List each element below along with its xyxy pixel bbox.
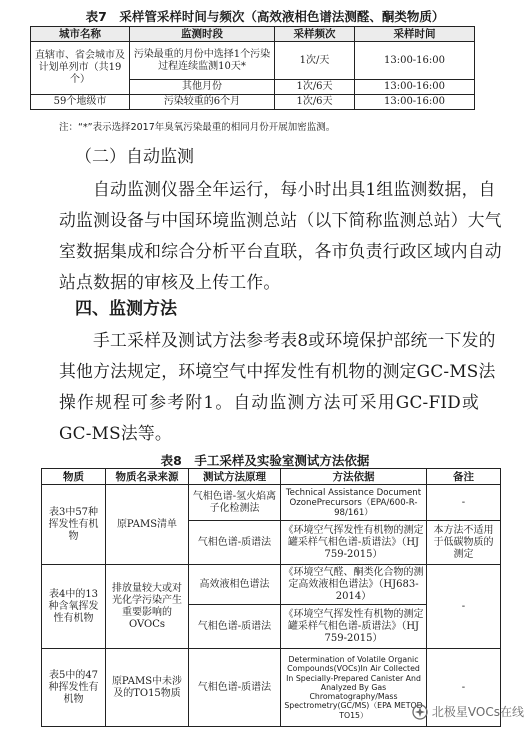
- table8-header-substance: 物质: [42, 469, 106, 485]
- table-row: [31, 42, 475, 80]
- table8-cell-principle: 气相色谱-氢火焰离子化检测法: [189, 485, 281, 521]
- table7-cell-time: 13:00-16:00: [355, 95, 475, 110]
- watermark-text: 北极星VOCs在线: [431, 705, 524, 719]
- table8-cell-substance: 表5中的47种挥发性有机物: [42, 649, 106, 727]
- table8-cell-basis: Determination of Volatile Organic Compounds(VOCs)In Air Collected In Specially-Prepared Canister And Analyzed By Gas Chromatography/Mass Spectrometry(GC/MS)（EPA METOD TO15）: [281, 649, 427, 727]
- table7-cell-period: 污染较重的6个月: [130, 95, 275, 110]
- table7: [30, 26, 475, 110]
- table8-cell-remark: -: [427, 565, 501, 649]
- table8: [41, 468, 501, 727]
- table7-cell-time: 13:00-16:00: [355, 42, 475, 80]
- paragraph-line: 操作规程可参考附1。自动监测方法可采用GC-FID或: [59, 392, 479, 412]
- table7-cell-freq: 1次/天: [275, 42, 355, 80]
- table7-cell-freq: 1次/6天: [275, 95, 355, 110]
- table8-header-source: 物质名录来源: [106, 469, 189, 485]
- table7-header-city: 城市名称: [31, 27, 130, 42]
- table8-cell-basis: Technical Assistance Document OzonePrecursors（EPA/600-R-98/161）: [281, 485, 427, 521]
- table8-cell-basis: 《环境空气醛、酮类化合物的测定高效液相色谱法》（HJ683-2014）: [281, 565, 427, 605]
- section-heading-methods: 四、监测方法: [75, 299, 177, 319]
- table8-cell-remark: 本方法不适用于低碳物质的测定: [427, 521, 501, 565]
- table7-cell-period: 污染最重的月份中选择1个污染过程连续监测10天*: [130, 42, 275, 80]
- table8-cell-basis: 《环境空气挥发性有机物的测定罐采样气相色谱-质谱法》（HJ 759-2015）: [281, 521, 427, 565]
- watermark: [412, 703, 524, 720]
- table8-cell-source: 排放量较大或对光化学污染产生重要影响的OVOCs: [106, 565, 189, 649]
- table8-cell-source: 原PAMS中未涉及的TO15物质: [106, 649, 189, 727]
- table8-header-basis: 方法依据: [281, 469, 427, 485]
- paragraph-methods: [59, 325, 496, 449]
- table7-cell-period: 其他月份: [130, 80, 275, 95]
- table7-cell-time: 13:00-16:00: [355, 80, 475, 95]
- paragraph-line: 动监测设备与中国环境监测总站（以下简称监测总站）大气: [59, 210, 502, 230]
- logo-icon: [412, 704, 428, 720]
- table8-cell-principle: 气相色谱-质谱法: [189, 521, 281, 565]
- section-heading-auto: （二）自动监测: [75, 147, 194, 167]
- table-row: [42, 565, 501, 605]
- table8-cell-principle: 高效液相色谱法: [189, 565, 281, 605]
- table8-cell-remark: -: [427, 485, 501, 521]
- table8-cell-basis: 《环境空气挥发性有机物的测定罐采样气相色谱-质谱法》（HJ 759-2015）: [281, 605, 427, 649]
- paragraph-line: 自动监测仪器全年运行，每小时出具1组监测数据，自: [93, 179, 496, 199]
- table7-header-freq: 采样频次: [275, 27, 355, 42]
- table-row: [31, 95, 475, 110]
- table7-cell-freq: 1次/6天: [275, 80, 355, 95]
- table7-cell-city: 59个地级市: [31, 95, 130, 110]
- table7-cell-city: 直辖市、省会城市及计划单列市（共19个）: [31, 42, 130, 95]
- table8-caption: 表8 手工采样及实验室测试方法依据: [160, 453, 370, 468]
- table8-cell-remark: -: [427, 649, 501, 727]
- table8-cell-source: 原PAMS清单: [106, 485, 189, 565]
- table7-header-row: [31, 27, 475, 42]
- paragraph-line: 站点数据的审核及上传工作。: [59, 272, 281, 292]
- table7-note: 注：“*”表示选择2017年臭氧污染最重的相同月份开展加密监测。: [59, 122, 336, 133]
- table8-cell-principle: 气相色谱-质谱法: [189, 605, 281, 649]
- table8-cell-substance: 表3中57种挥发性有机物: [42, 485, 106, 565]
- table8-header-principle: 测试方法原理: [189, 469, 281, 485]
- table8-header-row: [42, 469, 501, 485]
- table8-cell-substance: 表4中的13种含氧挥发性有机物: [42, 565, 106, 649]
- paragraph-line: GC-MS法等。: [59, 423, 172, 443]
- table8-header-remark: 备注: [427, 469, 501, 485]
- paragraph-line: 其他方法规定，环境空气中挥发性有机物的测定GC-MS法: [59, 361, 496, 381]
- paragraph-line: 手工采样及测试方法参考表8或环境保护部统一下发的: [93, 330, 496, 350]
- paragraph-line: 室数据集成和综合分析平台直联，各市负责行政区域内自动: [59, 241, 502, 261]
- table-row: [42, 485, 501, 521]
- table7-caption: 表7 采样管采样时间与频次（高效液相色谱法测醛、酮类物质）: [85, 9, 445, 24]
- table7-header-time: 采样时间: [355, 27, 475, 42]
- paragraph-auto: [59, 174, 502, 298]
- table7-header-period: 监测时段: [130, 27, 275, 42]
- table8-cell-principle: 气相色谱-质谱法: [189, 649, 281, 727]
